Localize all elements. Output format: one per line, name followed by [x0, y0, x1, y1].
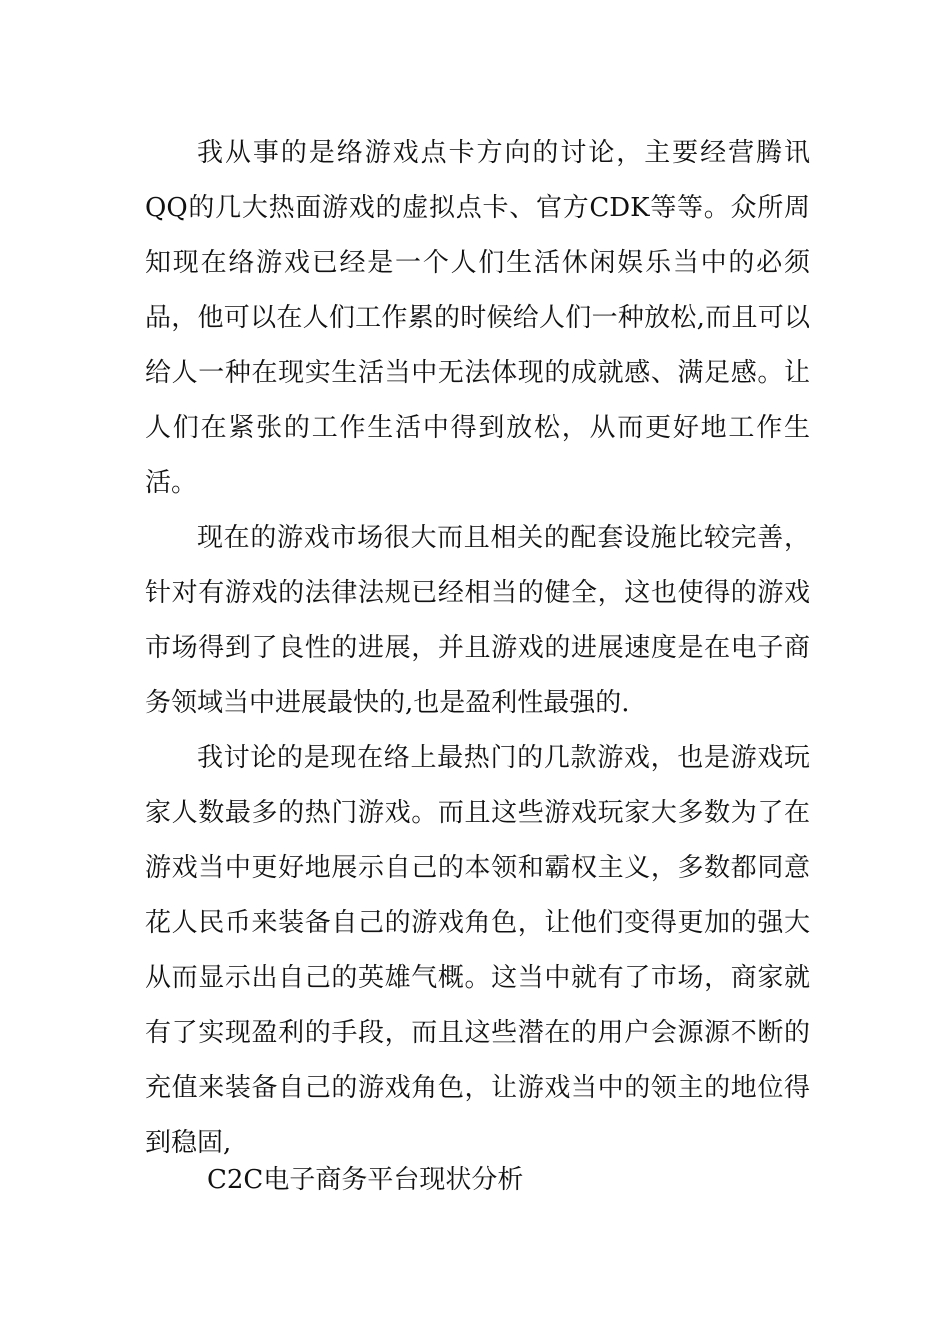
section-heading: C2C电子商务平台现状分析	[207, 1165, 524, 1195]
paragraph-research: 我讨论的是现在络上最热门的几款游戏，也是游戏玩家人数最多的热门游戏。而且这些游戏玩家大多数为了在游戏当中更好地展示自己的本领和霸权主义，多数都同意花人民币来装备自己的游戏角色，让他们变得更加的强大从而显示出自己的英雄气概。这当中就有了市场，商家就有了实现盈利的手段，而且这些潜在的用户会源源不断的充值来装备自己的游戏角色，让游戏当中的领主的地位得到稳固,	[145, 743, 810, 1158]
paragraph-market: 现在的游戏市场很大而且相关的配套设施比较完善，针对有游戏的法律法规已经相当的健全，这也使得的游戏市场得到了良性的进展，并且游戏的进展速度是在电子商务领域当中进展最快的,也是盈利性最强的.	[145, 523, 810, 718]
document-body	[145, 126, 810, 1171]
paragraph-intro: 我从事的是络游戏点卡方向的讨论，主要经营腾讯QQ的几大热面游戏的虚拟点卡、官方CDK等等。众所周知现在络游戏已经是一个人们生活休闲娱乐当中的必须品，他可以在人们工作累的时候给人们一种放松,而且可以给人一种在现实生活当中无法体现的成就感、满足感。让人们在紧张的工作生活中得到放松，从而更好地工作生活。	[145, 138, 810, 498]
